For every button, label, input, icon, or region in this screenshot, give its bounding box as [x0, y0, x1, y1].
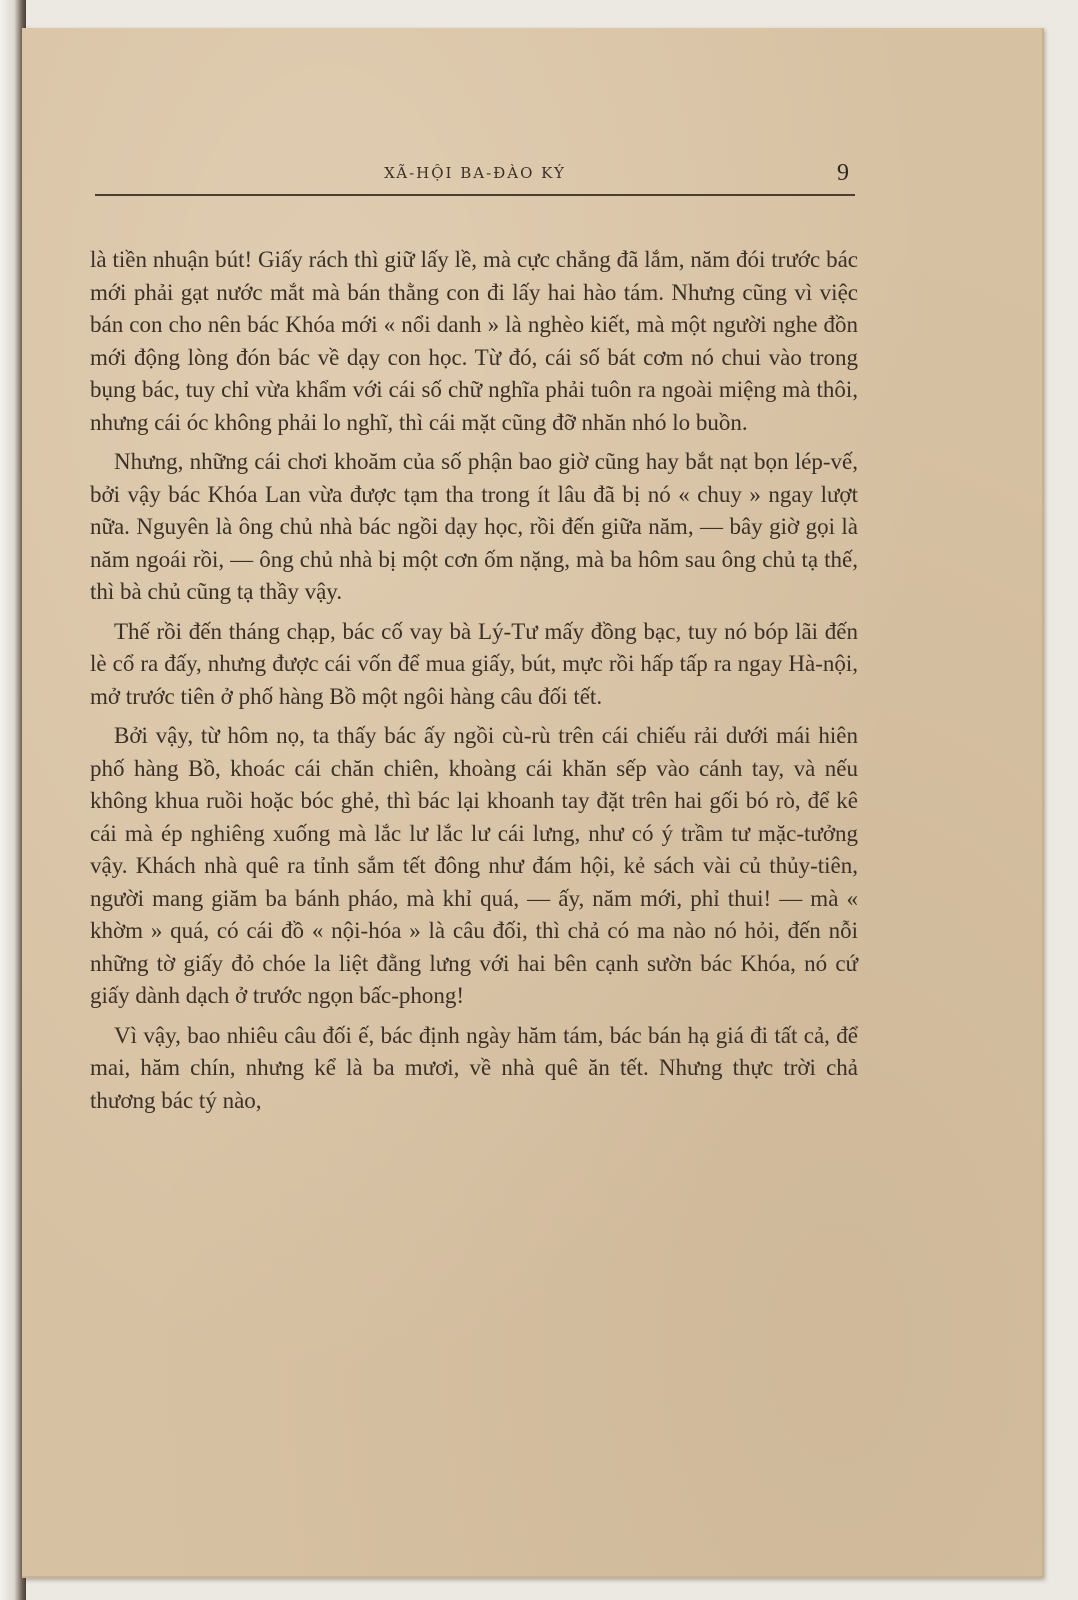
header-rule — [95, 194, 855, 196]
paragraph: là tiền nhuận bút! Giấy rách thì giữ lấy lề, mà cực chẳng đã lắm, năm đói trước bác mới phải gạt nước mắt mà bán thằng con đi lấy hai hào tám. Nhưng cũng vì việc bán con cho nên bác Khóa mới « nổi danh » là nghèo kiết, mà một người nghe đồn mới động lòng đón bác về dạy con học. Từ đó, cái số bát cơm nó chui vào trong bụng bác, tuy chỉ vừa khẩm với cái số chữ nghĩa phải tuôn ra ngoài miệng mà thôi, nhưng cái óc không phải lo nghĩ, thì cái mặt cũng đỡ nhăn nhó lo buồn. — [90, 247, 858, 435]
running-title: XÃ-HỘI BA-ĐÀO KÝ — [384, 164, 566, 182]
page-number: 9 — [837, 160, 849, 186]
paragraph: Bởi vậy, từ hôm nọ, ta thấy bác ấy ngồi cù-rù trên cái chiếu rải dưới mái hiên phố hàng Bồ, khoác cái chăn chiên, khoàng cái khăn sếp vào cánh tay, và nếu không khua ruồi hoặc bóc ghẻ, thì bác lại khoanh tay đặt trên hai gối bó rò, để kê cái mà ép nghiêng xuống mà lắc lư lắc lư cái lưng, như có ý trầm tư mặc-tưởng vậy. Khách nhà quê ra tỉnh sắm tết đông như đám hội, kẻ sách vài củ thủy-tiên, người mang giăm ba bánh pháo, mà khỉ quá, — ấy, năm mới, phỉ thui! — mà « khờm » quá, có cái đồ « nội-hóa » là câu đối, thì chả có ma nào nó hỏi, đến nỗi những tờ giấy đỏ chóe la liệt đằng lưng với hai bên cạnh sườn bác Khóa, nó cứ giấy dành dạch ở trước ngọn bấc-phong! — [90, 723, 858, 1008]
paragraph: Thế rồi đến tháng chạp, bác cố vay bà Lý-Tư mấy đồng bạc, tuy nó bóp lãi đến lè cổ ra đấy, nhưng được cái vốn để mua giấy, bút, mực rồi hấp tấp ra ngay Hà-nội, mở trước tiên ở phố hàng Bồ một ngôi hàng câu đối tết. — [90, 618, 858, 709]
page-header — [95, 160, 855, 200]
body-text — [90, 244, 858, 1124]
paragraph: Vì vậy, bao nhiêu câu đối ế, bác định ngày hăm tám, bác bán hạ giá đi tất cả, để mai, hăm chín, nhưng kể là ba mươi, về nhà quê ăn tết. Nhưng thực trời chả thương bác tý nào, — [90, 1022, 858, 1113]
paragraph: Nhưng, những cái chơi khoăm của số phận bao giờ cũng hay bắt nạt bọn lép-vế, bởi vậy bác Khóa Lan vừa được tạm tha trong ít lâu đã bị nó « chuy » ngay lượt nữa. Nguyên là ông chủ nhà bác ngồi dạy học, rồi đến giữa năm, — bây giờ gọi là năm ngoái rồi, — ông chủ nhà bị một cơn ốm nặng, mà ba hôm sau ông chủ tạ thế, thì bà chủ cũng tạ thầy vậy. — [90, 449, 858, 604]
